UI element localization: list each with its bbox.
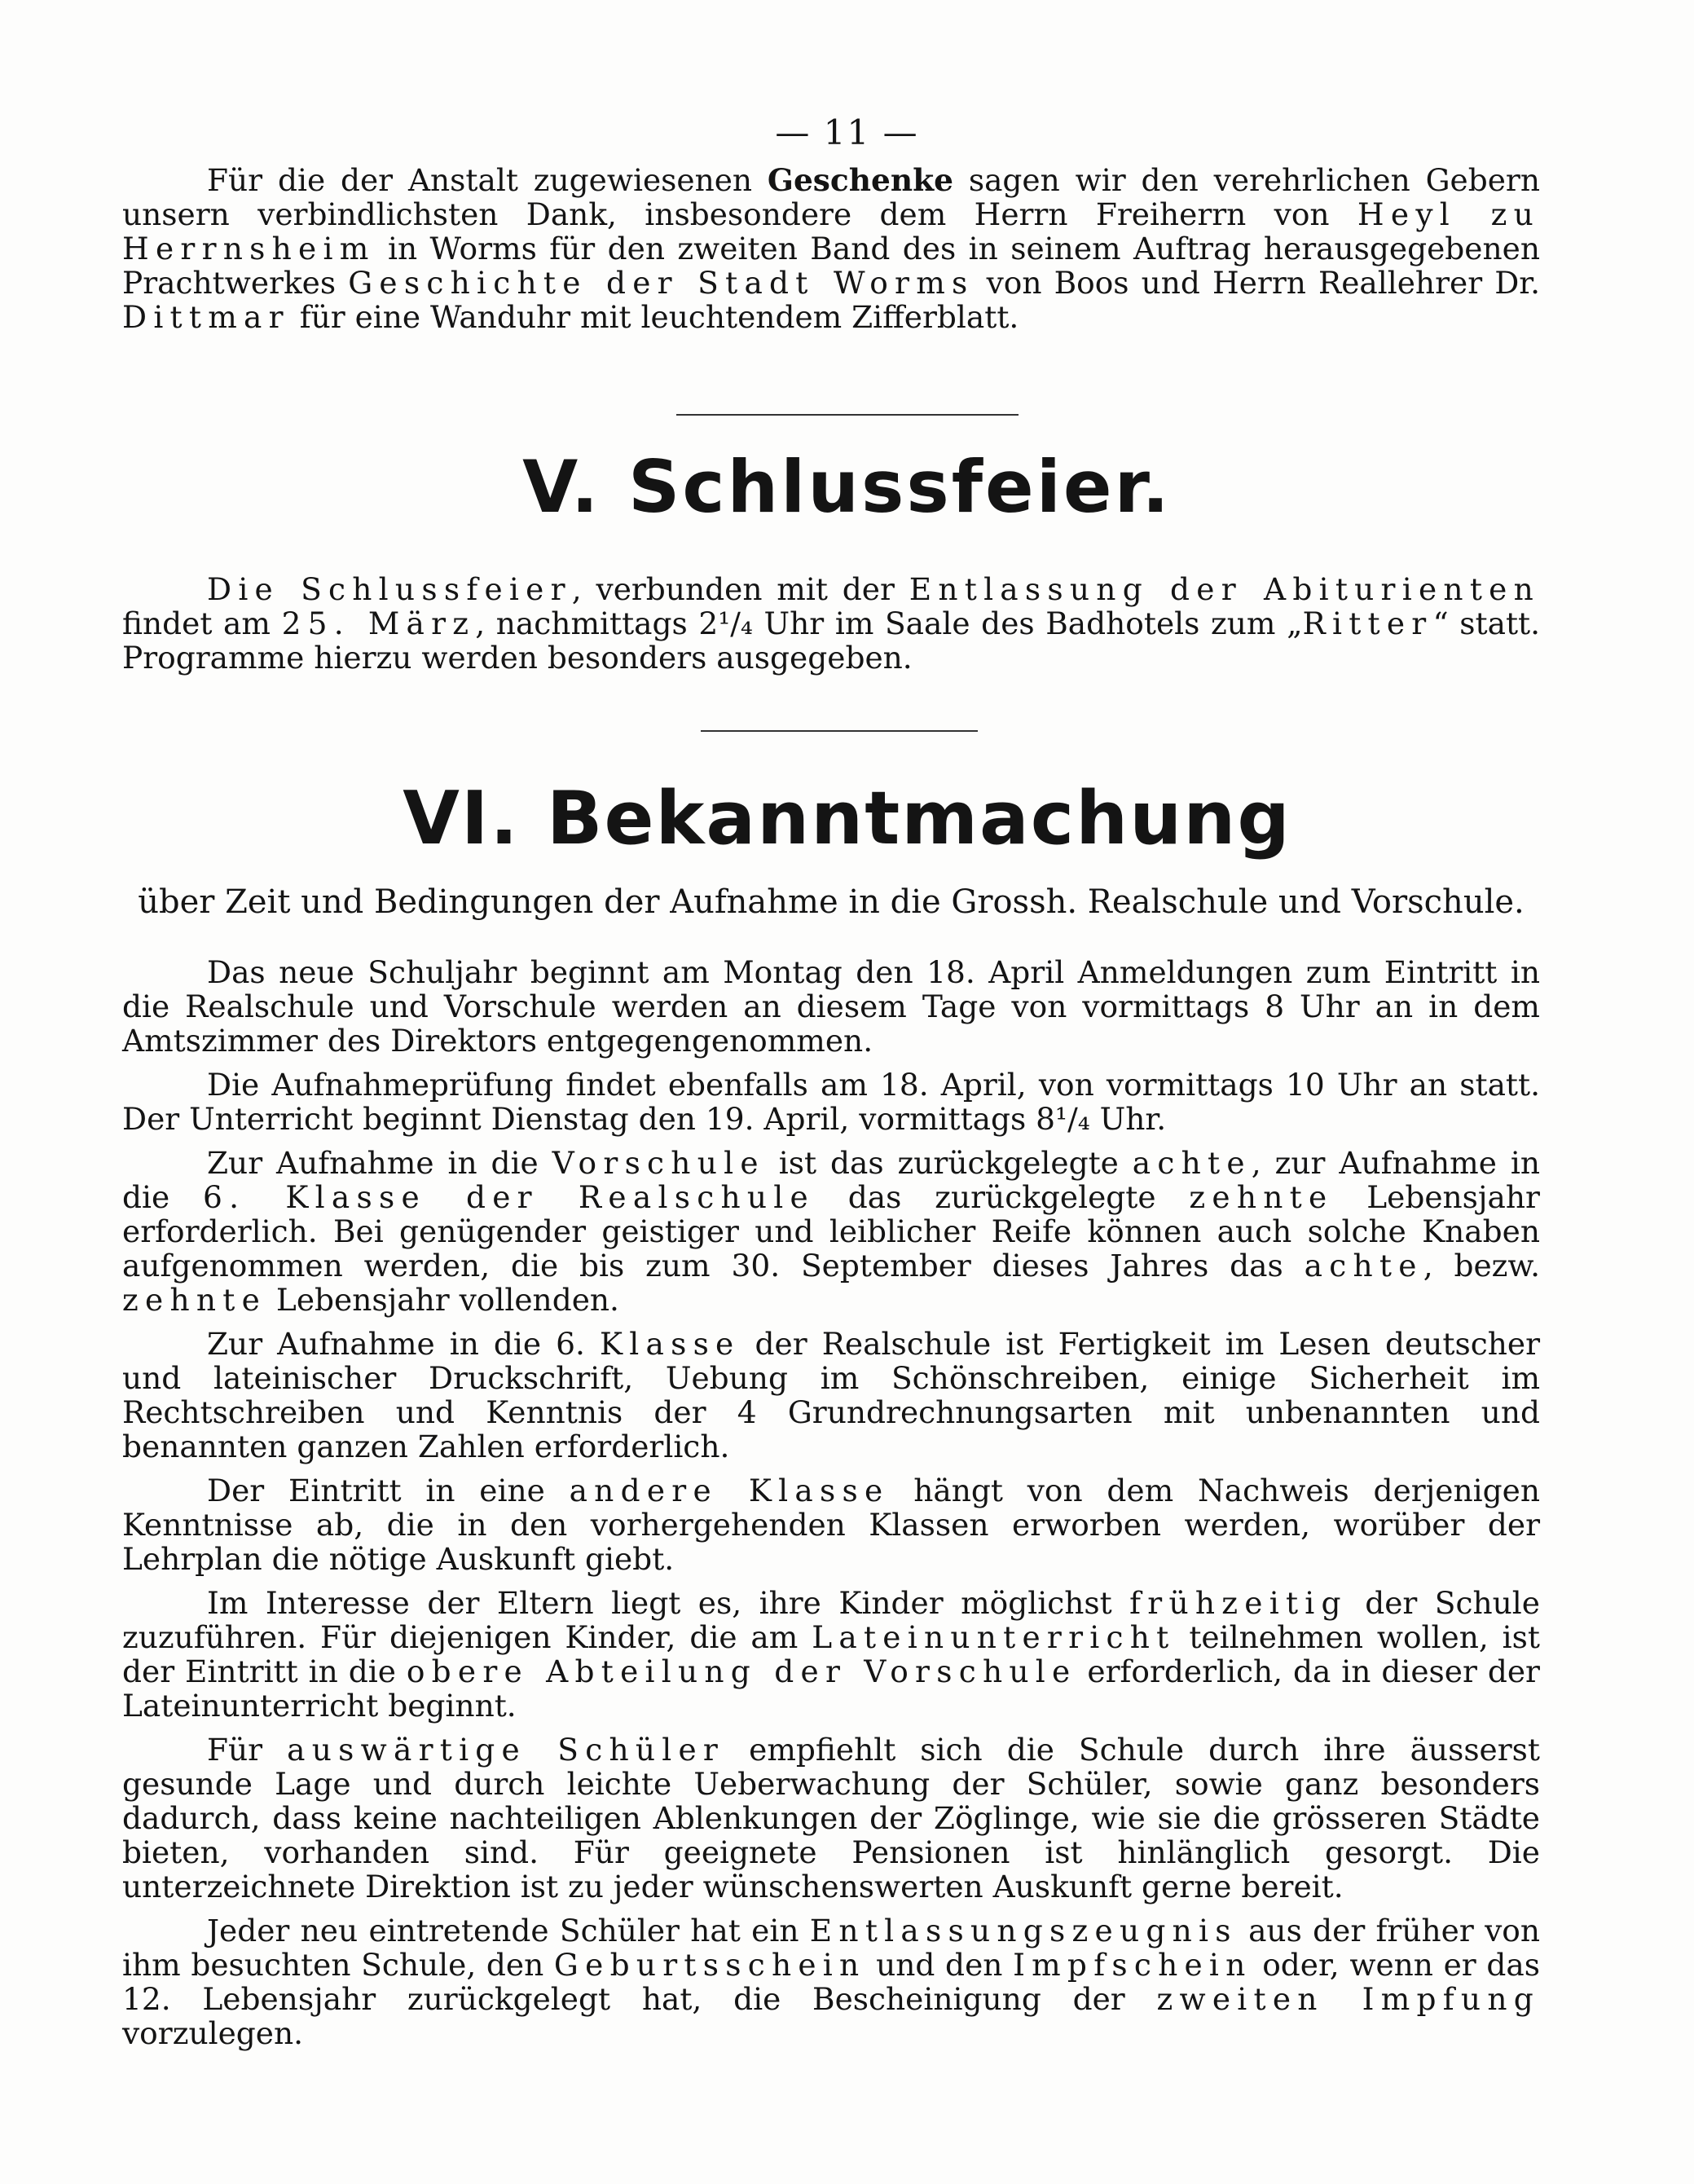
text-run: Lebensjahr vollenden. [266,1282,619,1318]
section-subheading: über Zeit und Bedingungen der Aufnahme in die Grossh. Realschule und Vorschule. [138,883,1525,921]
text-run: hängt von dem Nachweis derjenigen Kenntnisse ab, die in den vorhergehenden Klassen erworben werden, worüber der Lehrplan die nötige Auskunft giebt. [122,1473,1540,1577]
text-run: , nachmittags 2¹/₄ Uhr im Saale des Badhotels zum „ [475,605,1303,641]
emphasis-spaced: 25. März [281,605,476,641]
emphasis-spaced: achte [1304,1248,1423,1284]
paragraph [122,1473,1540,1576]
emphasis-spaced: obere Abteilung der Vorschule [406,1653,1077,1689]
emphasis-spaced: Vorschule [552,1145,765,1181]
emphasis-spaced: Klasse [599,1326,741,1362]
emphasis-spaced: zweiten Impfung [1156,1981,1540,2017]
emphasis-spaced: zehnte [1189,1179,1334,1215]
text-run: Der Eintritt in eine [207,1473,570,1508]
emphasis-spaced: zehnte [122,1282,267,1318]
paragraph [122,1146,1540,1317]
emphasis-spaced: Geburtsschein [553,1947,866,1983]
emphasis-spaced: Dittmar [122,299,290,335]
emphasis-spaced: 6. Klasse der Realschule [203,1179,815,1215]
emphasis-spaced: andere Klasse [569,1473,890,1508]
emphasis-spaced: auswärtige Schüler [287,1732,725,1768]
text-run: Im Interesse der Eltern liegt es, ihre Kinder möglichst [207,1585,1130,1621]
paragraph: Das neue Schuljahr beginnt am Montag den 18. April Anmeldungen zum Eintritt in die Realschule und Vorschule werden an diesem Tage von vormittags 8 Uhr an in dem Amtszimmer des Direktors entgegengenommen. [122,954,1540,1059]
text-run: “ statt. Programme hierzu werden besonders ausgegeben. [122,605,1541,676]
section-heading-schlussfeier: V. Schlussfeier. [522,445,1172,529]
paragraph [122,1913,1540,2050]
emphasis-spaced: Impfschein [1013,1947,1252,1983]
emphasis-spaced: Entlassungszeugnis [809,1913,1238,1948]
paragraph [122,1586,1540,1723]
text-run: das zurückgelegte [814,1179,1190,1215]
paragraph: Die Aufnahmeprüfung findet ebenfalls am 18. April, von vormittags 10 Uhr an statt. Der Unterricht beginnt Dienstag den 19. April, vormittags 8¹/₄ Uhr. [122,1067,1540,1137]
text-run: erforderlich, da in dieser der Lateinunterricht beginnt. [122,1653,1540,1724]
emphasis-spaced: Ritter [1302,605,1433,641]
emphasis-spaced: Geschichte der Stadt Worms [348,265,975,301]
page-number: — 11 — [775,112,919,152]
paragraph [122,1733,1540,1904]
emphasis-bold: Geschenke [767,162,953,198]
text-run: ist das zurückgelegte [764,1145,1133,1181]
text-run: für eine Wanduhr mit leuchtendem Zifferblatt. [289,299,1019,335]
emphasis-spaced: Heyl zu Herrnsheim [122,196,1540,266]
text-run: , verbunden mit der [571,571,909,607]
emphasis-spaced: frühzeitig [1129,1585,1348,1621]
emphasis-spaced: Lateinunterricht [812,1619,1176,1655]
text-run: , zur Aufnahme in die [122,1145,1540,1215]
text-run: Für [207,1732,288,1768]
text-run: vorzulegen. [122,2015,304,2051]
text-run: der Schule zuzuführen. Für diejenigen Kinder, die am [122,1585,1540,1655]
bekanntmachung-body [122,955,1540,2050]
emphasis-spaced: achte [1132,1145,1252,1181]
text-run: Jeder neu eintretende Schüler hat ein [207,1913,810,1948]
text-run: aus der früher von ihm besuchten Schule, den [122,1913,1540,1983]
text-run: Lebensjahr erforderlich. Bei genügender geistiger und leiblicher Reife können auch solche Knaben aufgenommen werden, die bis zum 30. September dieses Jahres das [122,1179,1540,1284]
text-run: der Realschule ist Fertigkeit im Lesen deutscher und lateinischer Druckschrift, Uebung im Schönschreiben, einige Sicherheit im Rechtschreiben und Kenntnis der 4 Grundrechnungsarten mit unbenannten und benannten ganzen Zahlen erforderlich. [122,1326,1540,1464]
text-run: Zur Aufnahme in die 6. [207,1326,600,1362]
text-run: in Worms für den zweiten Band des in seinem Auftrag herausgegebenen Prachtwerkes [122,231,1540,301]
text-run: , bezw. [1423,1248,1540,1284]
geschenke-paragraph [122,163,1540,334]
section-divider [676,414,1019,416]
text-run: teilnehmen wollen, ist der Eintritt in die [122,1619,1540,1689]
emphasis-spaced: Die Schlussfeier [207,571,572,607]
text-run: sagen wir den verehrlichen Gebern unsern verbindlichsten Dank, insbesondere dem Herrn Freiherrn von [122,162,1540,232]
emphasis-spaced: Entlassung der Abiturienten [909,571,1540,607]
section-divider [701,730,978,732]
text-run: oder, wenn er das 12. Lebensjahr zurückgelegt hat, die Bescheinigung der [122,1947,1540,2017]
text-run: Zur Aufnahme in die [207,1145,552,1181]
paragraph [122,1327,1540,1464]
text-run: findet am [122,605,282,641]
text-run: von Boos und Herrn Reallehrer Dr. [974,265,1540,301]
text-run: und den [865,1947,1014,1983]
schlussfeier-paragraph [122,572,1540,675]
text-run: empfiehlt sich die Schule durch ihre äusserst gesunde Lage und durch leichte Ueberwachung der Schüler, sowie ganz besonders dadurch, dass keine nachteiligen Ablenkungen der Zöglinge, wie sie die grösseren Städte bieten, vorhanden sind. Für geeignete Pensionen ist hinlänglich gesorgt. Die unterzeichnete Direktion ist zu jeder wünschenswerten Auskunft gerne bereit. [122,1732,1540,1904]
text-run: Für die der Anstalt zugewiesenen [207,162,768,198]
section-heading-bekanntmachung: VI. Bekanntmachung [403,776,1291,861]
